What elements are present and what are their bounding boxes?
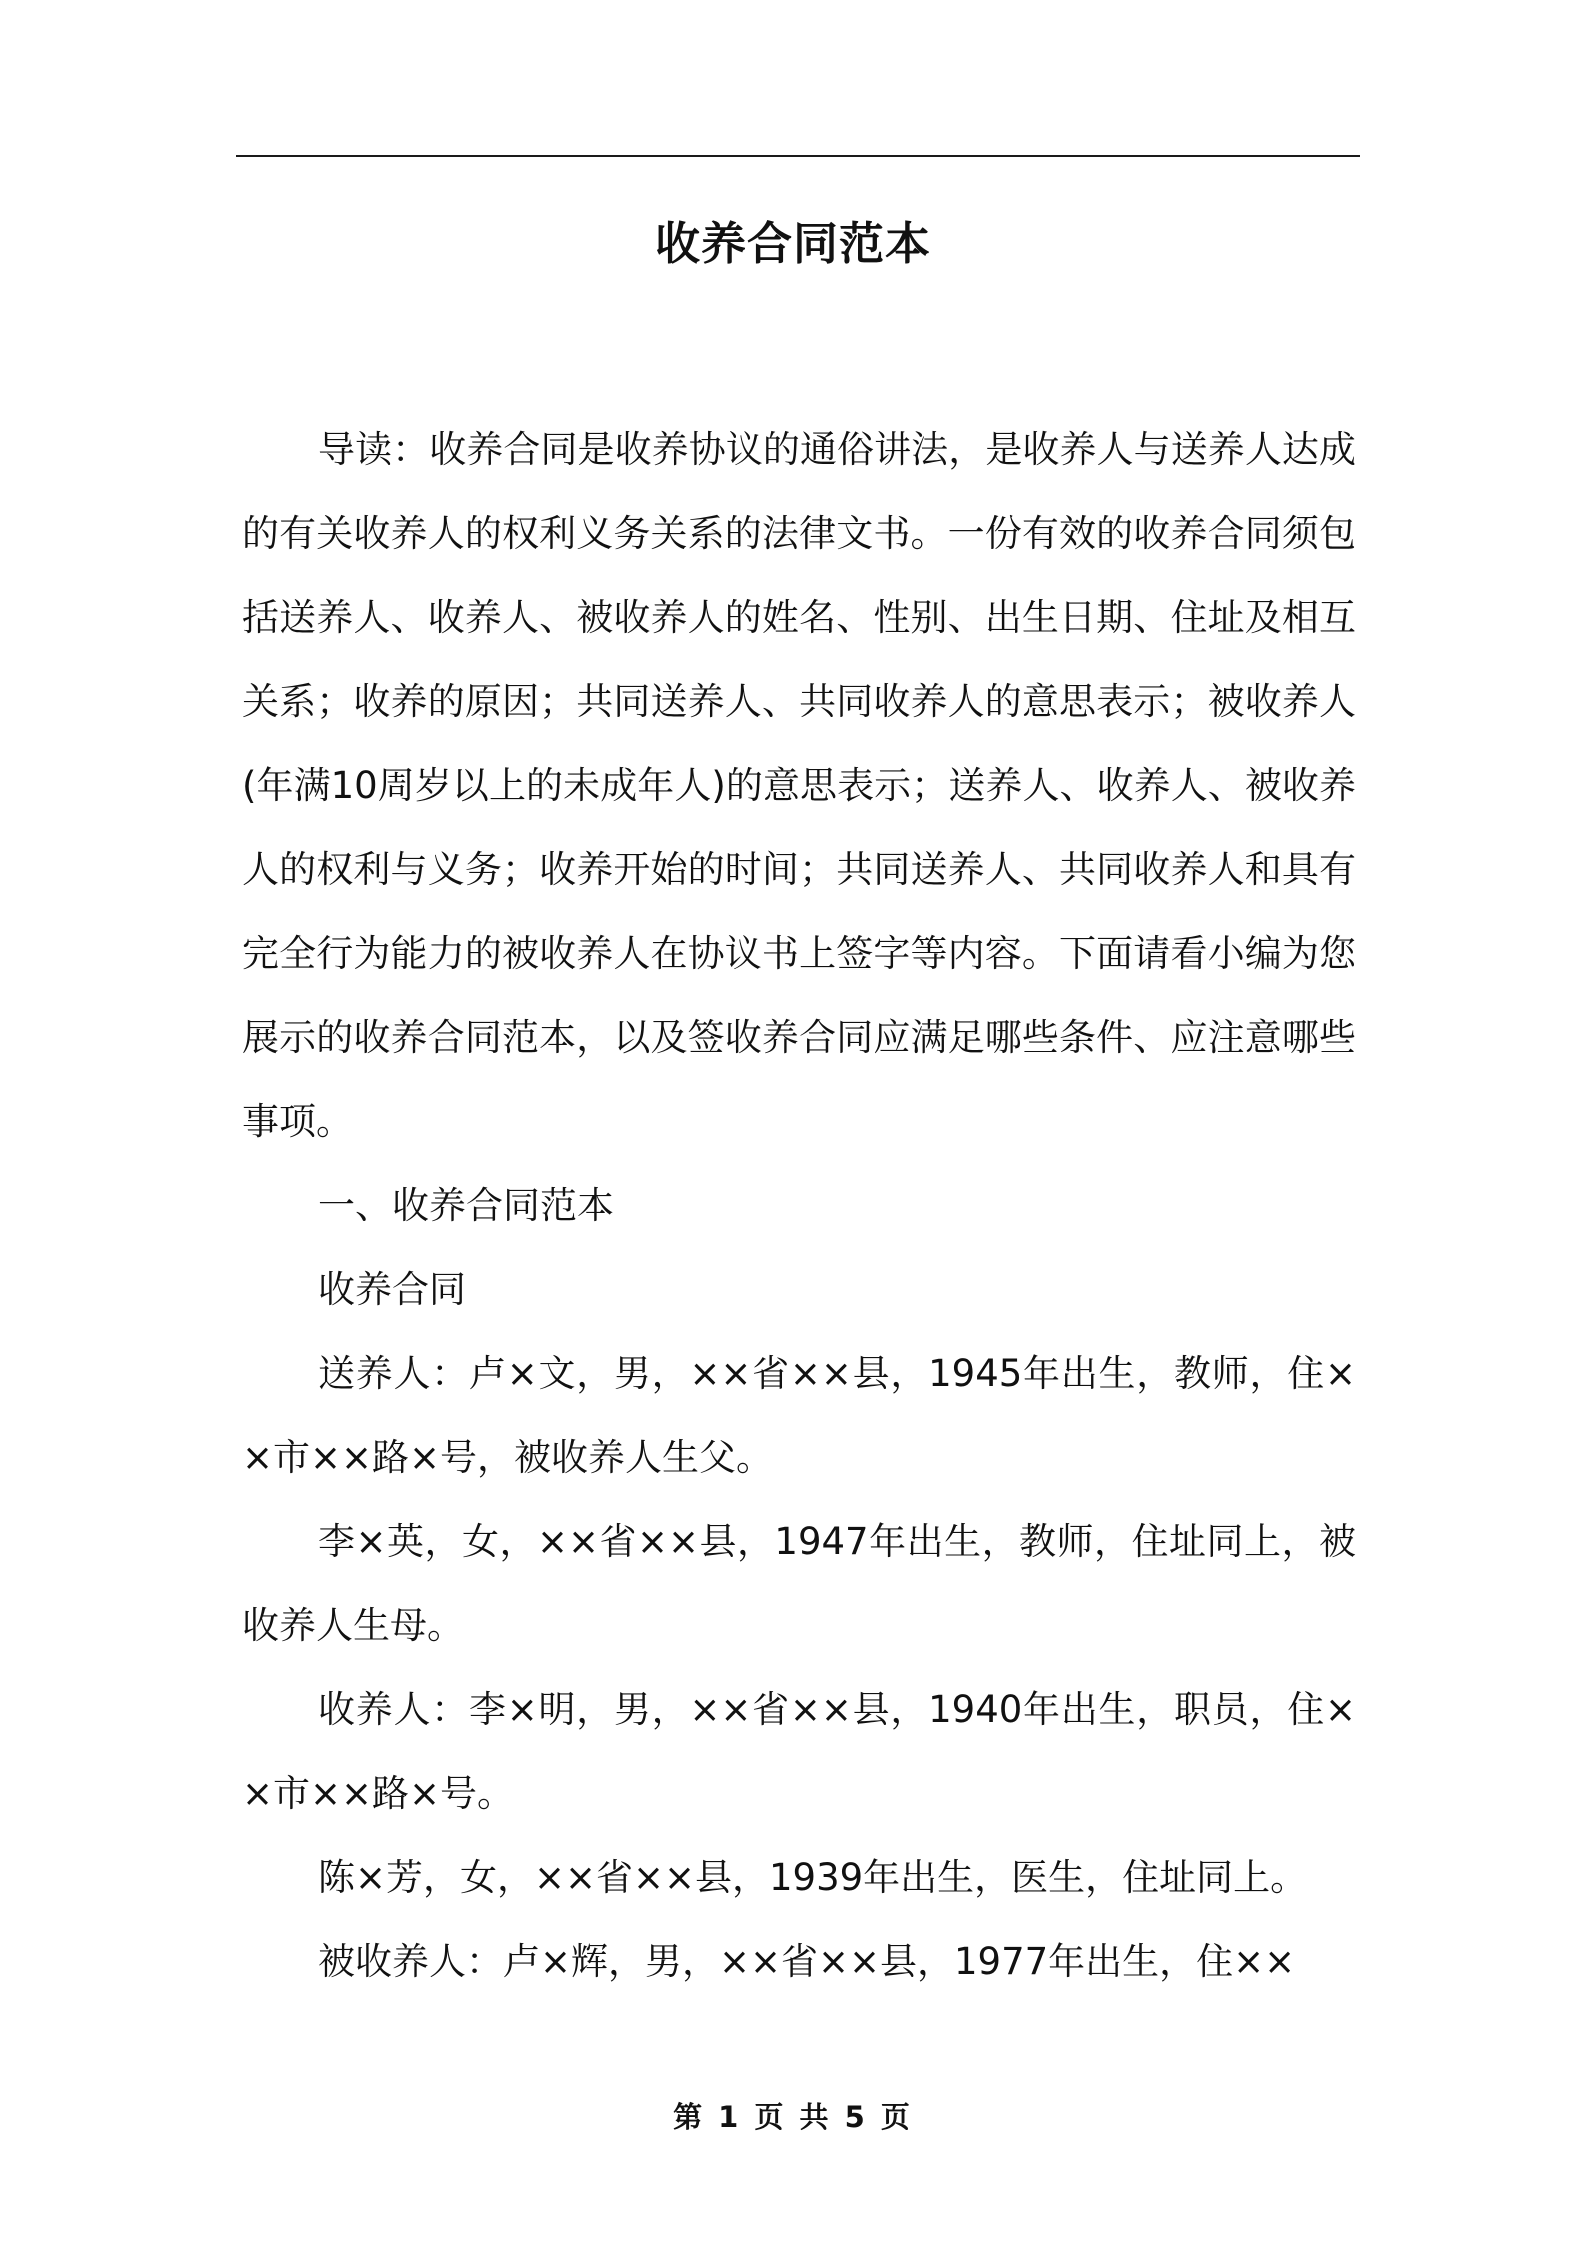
contract-heading: 收养合同 xyxy=(318,1268,466,1311)
sender-father-paragraph: 送养人：卢×文，男，××省××县，1945年出生，教师，住××市××路×号，被收养人生父。 xyxy=(242,1352,1356,1479)
document-title: 收养合同范本 xyxy=(654,217,931,270)
section-heading: 一、收养合同范本 xyxy=(318,1184,614,1227)
document-body xyxy=(242,408,1356,2004)
intro-paragraph: 导读：收养合同是收养协议的通俗讲法，是收养人与送养人达成的有关收养人的权利义务关系的法律文书。一份有效的收养合同须包括送养人、收养人、被收养人的姓名、性别、出生日期、住址及相互关系；收养的原因；共同送养人、共同收养人的意思表示；被收养人(年满10周岁以上的未成年人)的意思表示；送养人、收养人、被收养人的权利与义务；收养开始的时间；共同送养人、共同收养人和具有完全行为能力的被收养人在协议书上签字等内容。下面请看小编为您展示的收养合同范本，以及签收养合同应满足哪些条件、应注意哪些事项。 xyxy=(242,428,1356,1143)
adopter-mother-paragraph: 陈×芳，女，××省××县，1939年出生，医生，住址同上。 xyxy=(318,1856,1308,1899)
sender-mother-paragraph: 李×英，女，××省××县，1947年出生，教师，住址同上，被收养人生母。 xyxy=(242,1520,1356,1647)
adoptee-paragraph: 被收养人：卢×辉，男，××省××县，1977年出生，住×× xyxy=(318,1940,1296,1983)
page-number: 第 1 页 共 5 页 xyxy=(673,2100,913,2134)
header-divider xyxy=(236,155,1360,157)
adopter-father-paragraph: 收养人：李×明，男，××省××县，1940年出生，职员，住××市××路×号。 xyxy=(242,1688,1356,1815)
